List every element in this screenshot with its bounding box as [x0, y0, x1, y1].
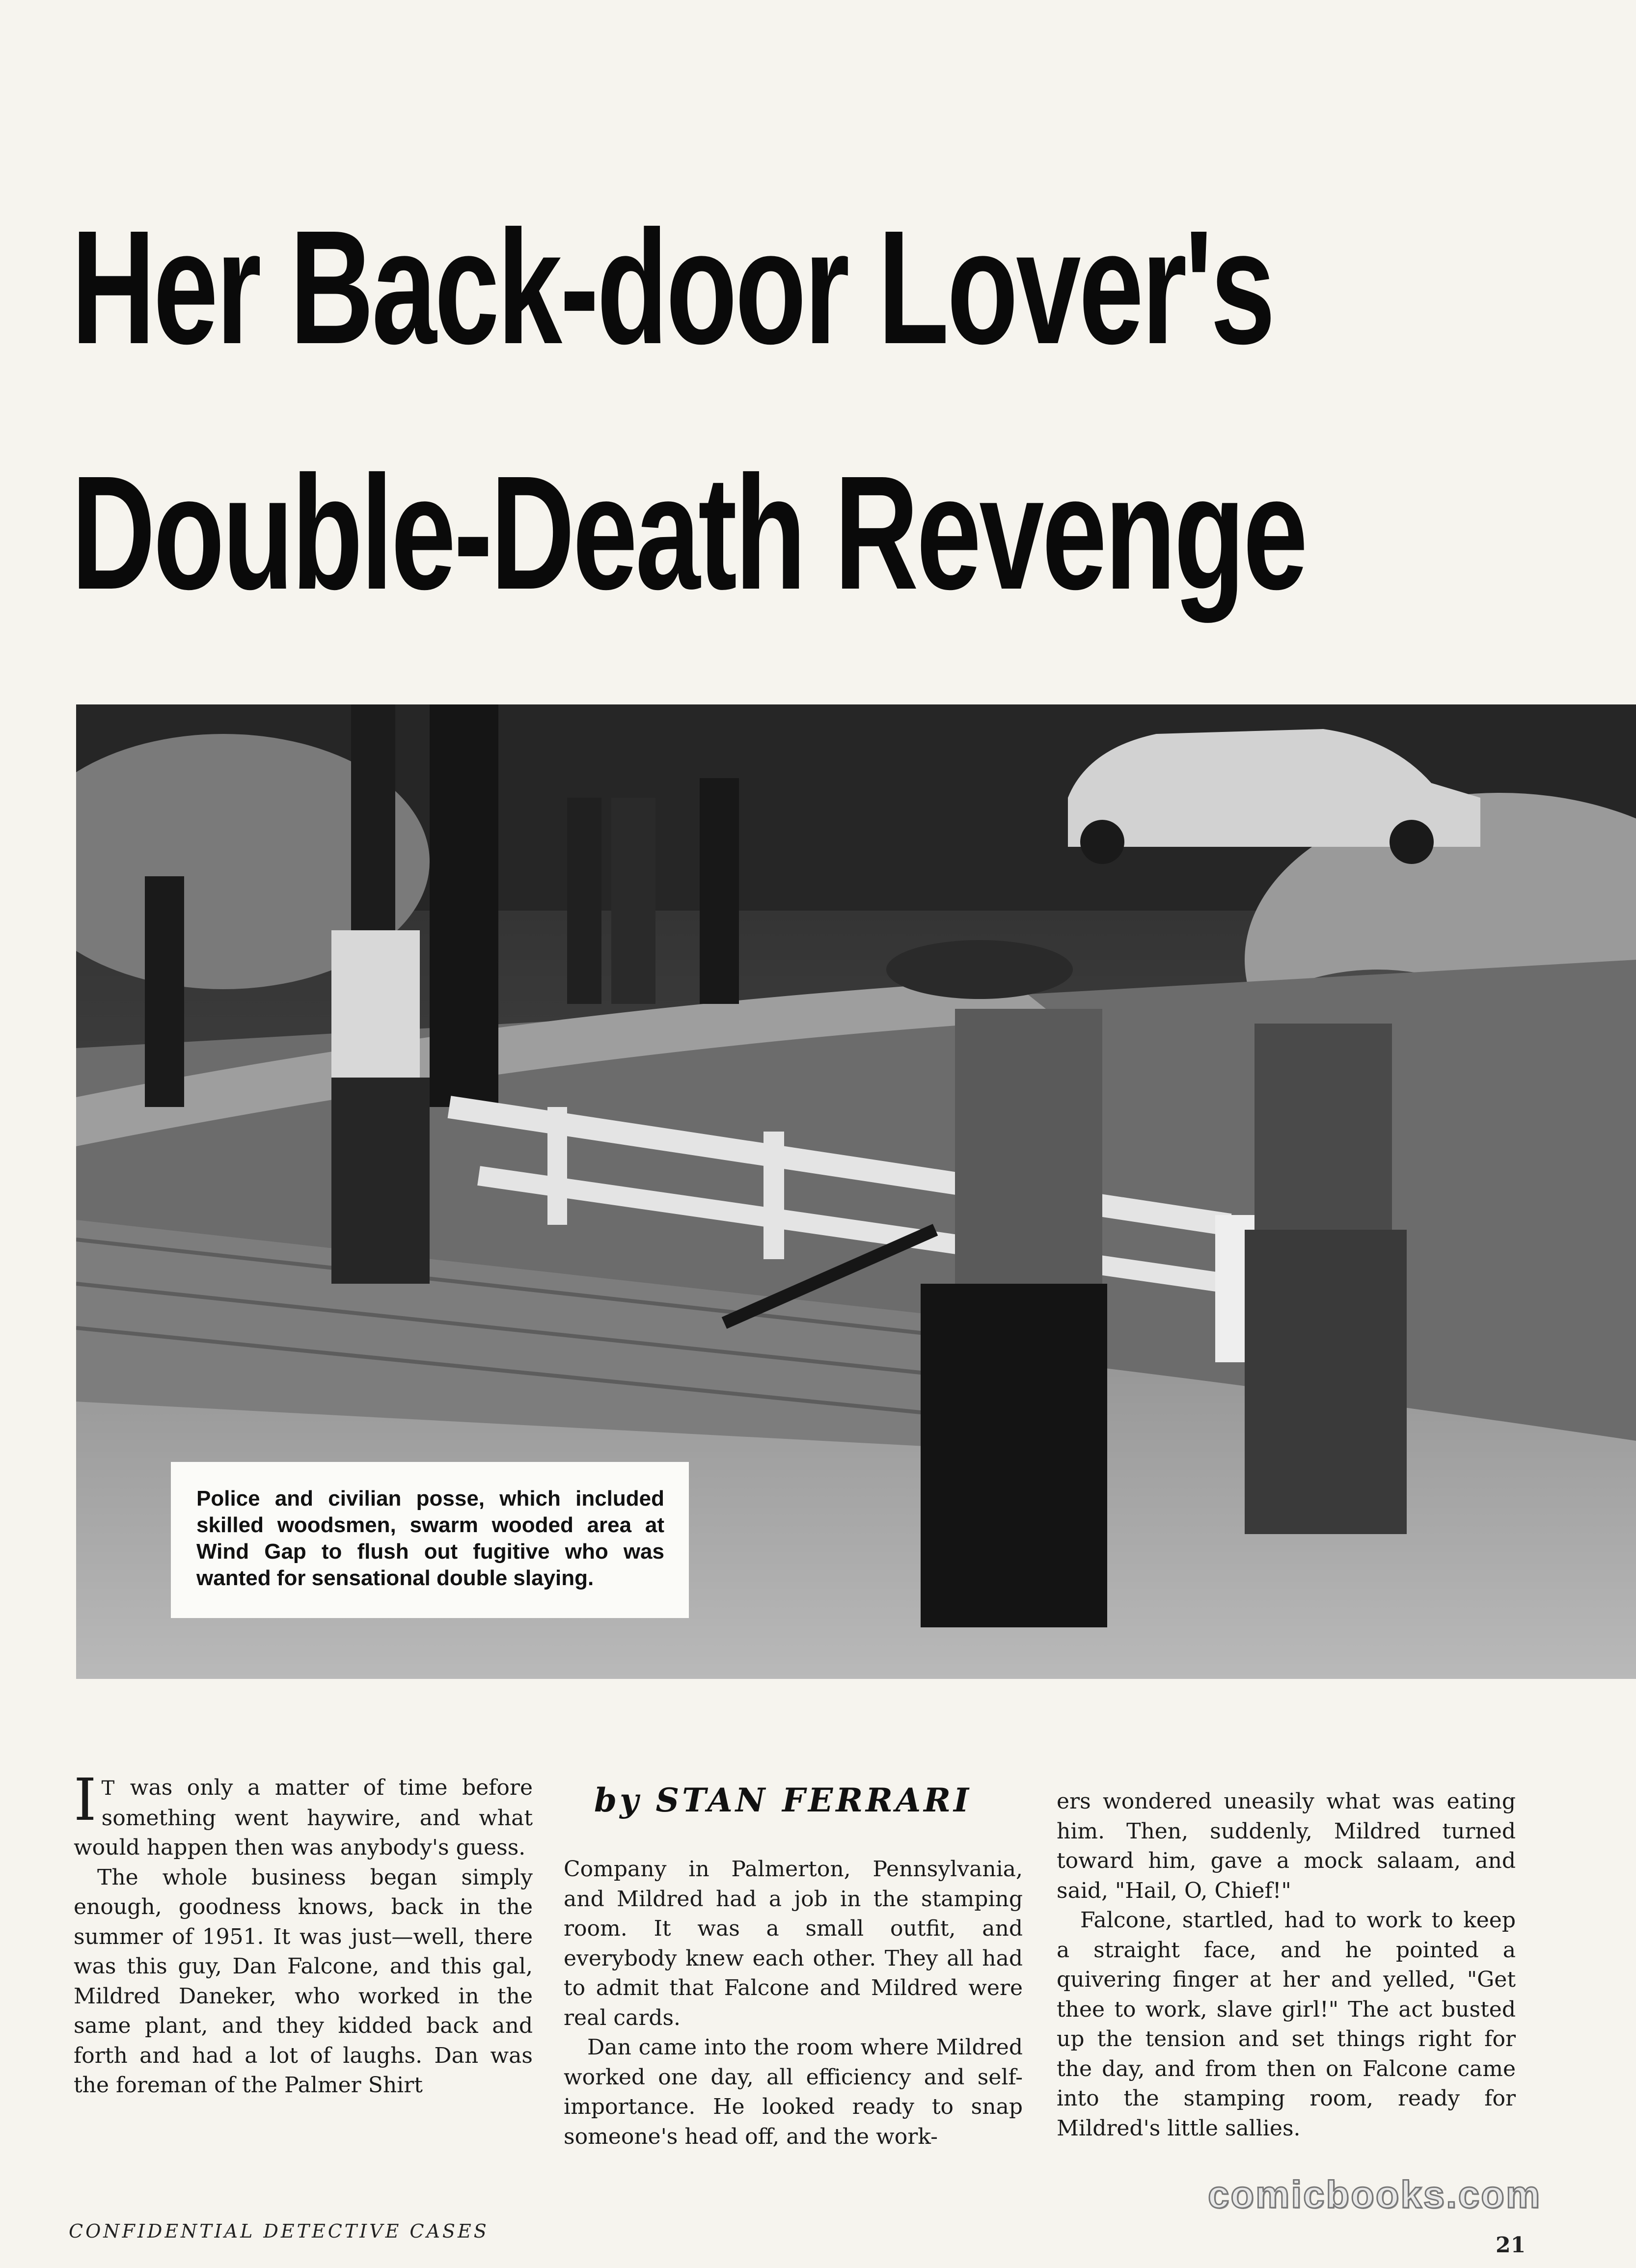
byline: by STAN FERRARI [594, 1781, 972, 1819]
article-column-2 [564, 1855, 1023, 2152]
headline-line-2: Double-Death Revenge [71, 442, 1306, 623]
photo-caption: Police and civilian posse, which included skilled woodsmen, swarm wooded area at Wind Gap to flush out fugitive who was wanted for sensational double slaying. [171, 1462, 689, 1618]
drop-cap: I [74, 1766, 97, 1834]
paragraph: Falcone, startled, had to work to keep a straight face, and he pointed a quivering finger at her and yelled, "Get thee to work, slave girl!" The act busted up the tension and set things right for the day, and from then on Falcone came into the stamping room, ready for Mildred's little sallies. [1057, 1908, 1516, 2141]
footer-magazine-name: CONFIDENTIAL DETECTIVE CASES [69, 2220, 489, 2242]
paragraph-text: was only a matter of time before something went haywire, and what would happen then was anybody's guess. [74, 1775, 533, 1860]
lead-in: T [101, 1777, 116, 1800]
paragraph: ers wondered uneasily what was eating him. Then, suddenly, Mildred turned toward him, gave a mock salaam, and said, "Hail, O, Chief!" [1057, 1789, 1516, 1903]
headline-line-1: Her Back-door Lover's [71, 196, 1274, 378]
article-column-1 [74, 1766, 533, 2101]
paragraph: Dan came into the room where Mildred worked one day, all efficiency and self-importance. He looked ready to snap someone's head off, and the work- [564, 2035, 1023, 2149]
watermark: comicbooks.com [1208, 2173, 1542, 2216]
paragraph: The whole business began simply enough, goodness knows, back in the summer of 1951. It was just—well, there was this guy, Dan Falcone, and this gal, Mildred Daneker, who worked in the same plant, and they kidded back and forth and had a lot of laughs. Dan was the foreman of the Palmer Shirt [74, 1864, 533, 2098]
paragraph: Company in Palmerton, Pennsylvania, and Mildred had a job in the stamping room. It was a small outfit, and everybody knew each other. They all had to admit that Falcone and Mildred were real cards. [564, 1857, 1023, 2030]
article-column-3 [1057, 1787, 1516, 2143]
page-number: 21 [1496, 2233, 1526, 2258]
paragraph [74, 1766, 533, 1863]
